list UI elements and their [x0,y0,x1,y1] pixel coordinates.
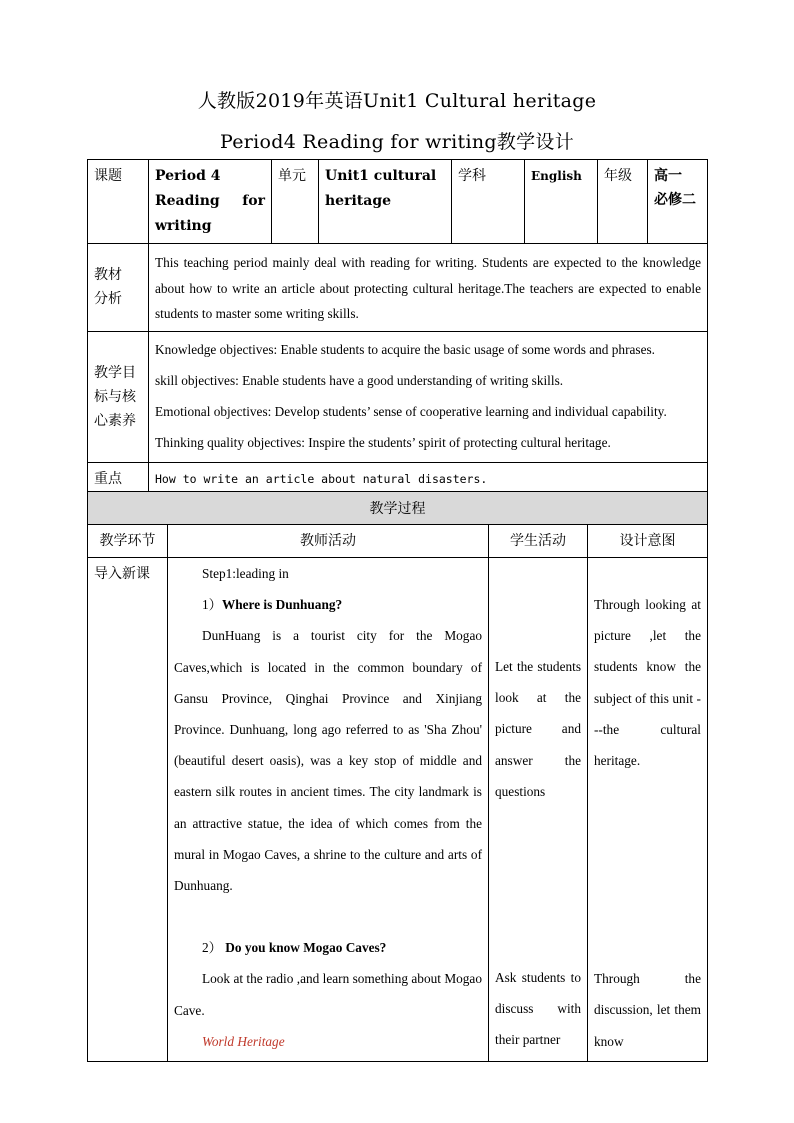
topic-value [149,160,272,244]
analysis-label-line1: 教材 [94,267,122,284]
analysis-label-line2: 分析 [94,291,122,308]
process-table [87,491,708,1062]
student-activity-cell [489,558,588,1062]
grade-value-line1: 高一 [654,168,682,184]
teacher-activity-cell [168,558,489,1062]
mogao-paragraph: Look at the radio ,and learn something about Mogao Cave. [174,971,482,1018]
spacer [594,558,701,589]
col-teacher-header: 教师活动 [168,525,489,558]
spacer [495,807,581,962]
topic-line3: writing [155,218,212,234]
document-title-line2: Period4 Reading for writing教学设计 [219,131,575,153]
analysis-text: This teaching period mainly deal with reading for writing. Students are expected to the knowledge about how to write an article about protecting cultural heritage.The teachers are expected to enable students to master some writing skills. [149,244,708,332]
grade-value-line2: 必修二 [654,192,696,208]
dunhuang-paragraph: DunHuang is a tourist city for the Mogao Caves,which is located in the common boundary of Gansu Province, Qinghai Province and Xinjiang Province. Dunhuang, long ago referred to as 'Sha Zhou' (beautiful desert oasis), was a key stop of middle and eastern silk routes in ancient times. The city landmark is an attractive statue, the idea of which comes from the mural in Mogao Caves, a shrine to the culture and arts of Dunhuang. [174,628,482,894]
step1-text: Step1:leading in [202,566,289,581]
keypoints-label-line1: 重点 [94,470,122,487]
grade-value [648,160,708,244]
stage-cell: 导入新课 [88,558,168,1062]
objective-skill: skill objectives: Enable students have a good understanding of writing skills. [155,372,564,388]
question1-text: Where is Dunhuang? [221,597,343,613]
objective-knowledge: Knowledge objectives: Enable students to acquire the basic usage of some words and phrases. [155,341,655,357]
topic-line2-word2: for [242,193,265,209]
world-heritage-text: World Heritage [202,1033,285,1049]
question1 [174,589,482,620]
spacer [174,901,482,932]
intent-cell [588,558,708,1062]
spacer [594,776,701,963]
grade-label: 年级 [598,160,648,244]
analysis-label [88,244,149,332]
question2-number: 2） [202,940,222,956]
topic-line2 [155,189,265,214]
subject-value: English [525,160,598,244]
student-activity-1: Let the students look at the picture and answer the questions [495,659,581,799]
lesson-info-table [87,159,708,522]
process-header: 教学过程 [88,492,708,525]
col-intent-header: 设计意图 [588,525,708,558]
question2-text: Do you know Mogao Caves? [225,940,387,956]
subject-label: 学科 [452,160,525,244]
question2 [174,932,482,963]
objectives-label-line2: 标与核 [94,388,136,405]
intent-1: Through looking at picture ,let the students know the subject of this unit ---the cultural heritage. [594,597,701,769]
topic-line1: Period 4 [155,168,221,184]
objectives-text [149,331,708,462]
topic-line2-word1: Reading [155,193,220,209]
objectives-label-line1: 教学目 [94,364,136,381]
col-student-header: 学生活动 [489,525,588,558]
objective-thinking: Thinking quality objectives: Inspire the students’ spirit of protecting cultural heritage. [155,434,611,450]
objectives-label-line3: 心素养 [94,412,136,429]
objectives-label [88,331,149,462]
keypoint-1: How to write an article about natural disasters. [155,471,488,486]
student-activity-2: Ask students to discuss with their partner [495,970,581,1048]
col-stage-header: 教学环节 [88,525,168,558]
unit-value-line1: Unit1 cultural [325,168,437,184]
objective-emotional: Emotional objectives: Develop students’ sense of cooperative learning and individual capability. [155,403,667,419]
unit-label: 单元 [272,160,319,244]
document-title-line1: 人教版2019年英语Unit1 Cultural heritage [197,90,597,112]
spacer [495,558,581,651]
question1-number: 1） [202,597,222,613]
unit-value [319,160,452,244]
unit-value-line2: heritage [325,193,392,209]
topic-label: 课题 [88,160,149,244]
intent-2: Through the discussion, let them know [594,971,701,1049]
